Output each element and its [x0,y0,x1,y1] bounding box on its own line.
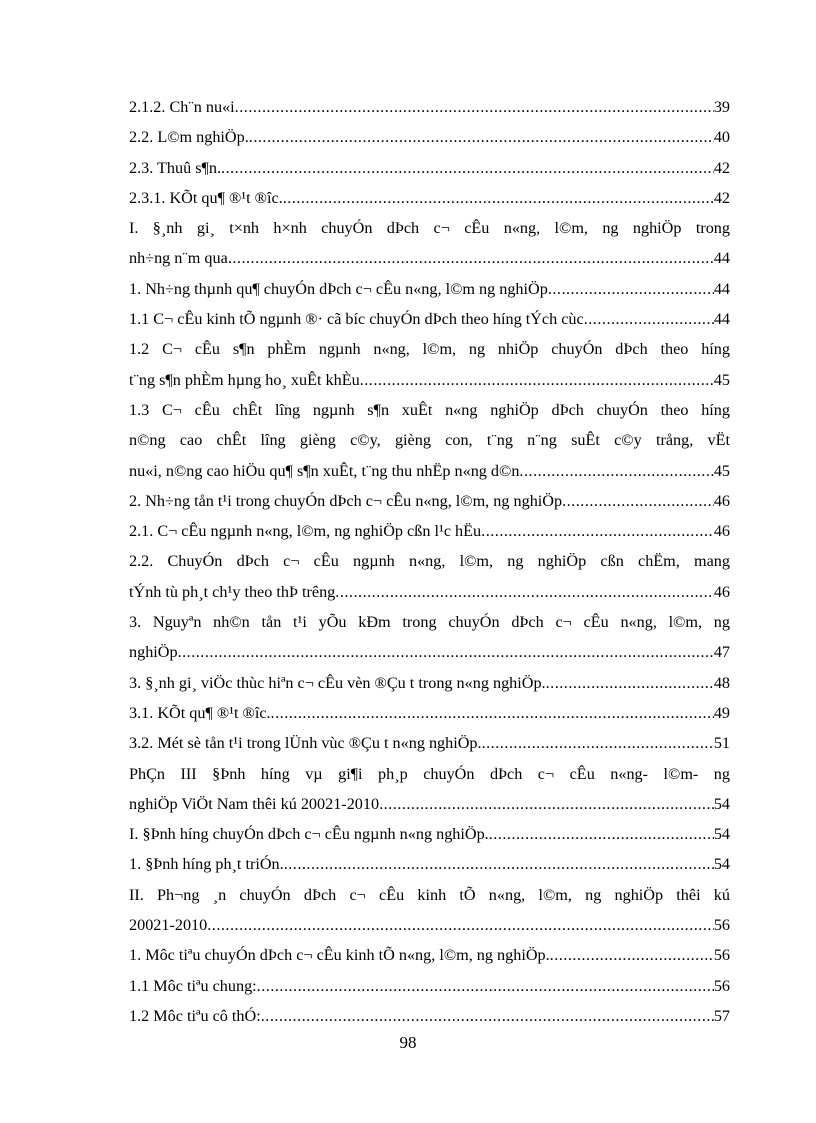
toc-entry [129,213,730,274]
toc-entry-text: nu«i, n©ng cao hiÖu qu¶ s¶n xuÊt, t¨ng thu nhËp n«ng d©n [129,461,520,480]
toc-page-number: 51 [713,734,730,753]
toc-entry [129,849,730,879]
toc-entry [129,819,730,849]
toc-entry-text: I. §Þnh híng chuyÓn dÞch c¬ cÊu ngµnh n«ng nghiÖp. [129,825,489,844]
toc-entry [129,122,730,152]
toc-entry-text: 1.2 C¬ cÊu s¶n phÈm ngµnh n«ng, l©m, ng nhiÖp chuyÓn dÞch theo híng [129,340,730,359]
toc-page-number: 44 [713,310,730,329]
toc-entry-text: t¨ng s¶n phÈm hµng ho¸ xuÊt khÈu [129,370,360,389]
toc-entry-text: 1. §Þnh híng ph¸t triÓn. [129,855,284,874]
toc-page-number: 40 [713,128,730,147]
dot-leader [284,849,714,879]
toc-entry-text: 1. Môc tiªu chuyÓn dÞch c¬ cÊu kinh tÕ n«ng, l©m, ng nghiÖp. [129,946,550,965]
dot-leader [235,92,714,122]
toc-entry-text: 2.1. C¬ cÊu ngµnh n«ng, l©m, ng nghiÖp cßn l¹c hËu [129,522,482,541]
dot-leader [249,122,714,152]
toc-entry-text: 2.3.1. KÕt qu¶ ®¹t ®îc. [129,188,283,207]
dot-leader [562,486,714,516]
toc-page-number: 42 [713,188,730,207]
toc-entry [129,274,730,304]
toc-entry [129,971,730,1001]
toc-entry-text: 2.2. ChuyÓn dÞch c¬ cÊu ngµnh n«ng, l©m, ng nghiÖp cßn chËm, mang [129,552,730,571]
dot-leader [548,274,714,304]
toc-entry-text: 2.3. Thuû s¶n. [129,158,222,177]
toc-page-number: 56 [713,946,730,965]
dot-leader [228,243,714,273]
toc-page-number: 47 [713,643,730,662]
dot-leader [519,456,713,486]
dot-leader [550,940,714,970]
toc-entry-text: 2. Nh÷ng tån t¹i trong chuyÓn dÞch c¬ cÊu n«ng, l©m, ng nghiÖp [129,491,563,510]
toc-page-number: 46 [713,522,730,541]
toc-entry [129,668,730,698]
dot-leader [271,698,714,728]
toc-page-number: 57 [713,1006,730,1025]
toc-page-number: 44 [713,279,730,298]
toc-entry-text: I. §¸nh gi¸ t×nh h×nh chuyÓn dÞch c¬ cÊu n«ng, l©m, ng nghiÖp trong [129,219,730,238]
dot-leader [584,304,714,334]
dot-leader [257,971,714,1001]
page-number: 98 [399,1033,417,1052]
toc-entry-text: nghiÖp ViÖt Nam thêi kú 20021-2010 [129,794,380,813]
toc-entry [129,759,730,820]
toc-entry-text: 3.2. Mét sè tån t¹i trong lÜnh vùc ®Çu t n«ng nghiÖp. [129,734,482,753]
toc-entry-text: 3. §¸nh gi¸ viÖc thùc hiªn c¬ cÊu vèn ®Çu t trong n«ng nghiÖp. [129,673,546,692]
toc-entry-text: nh÷ng n¨m qua [129,249,228,268]
toc-entry-text: 1.2 Môc tiªu cô thÓ: [129,1006,261,1025]
dot-leader [178,637,714,667]
toc-entry [129,153,730,183]
toc-page-number: 56 [713,976,730,995]
dot-leader [207,910,714,940]
toc-entry-text: n©ng cao chÊt lîng gièng c©y, gièng con, t¨ng n¨ng suÊt c©y trång, vËt [129,431,730,450]
toc-entry-text: 2.1.2. Ch¨n nu«i [129,98,235,116]
toc-page-number: 54 [713,855,730,874]
toc-page-number: 49 [713,703,730,722]
toc-entry-text: 20021-2010 [129,916,208,935]
dot-leader [482,728,714,758]
toc-entry [129,1001,730,1031]
toc-entry-text: tÝnh tù ph¸t ch¹y theo thÞ trêng [129,582,336,601]
toc-entry [129,304,730,334]
toc-entry [129,607,730,668]
toc-page-number: 46 [713,582,730,601]
toc-page-number: 54 [713,825,730,844]
toc-entry-text: II. Ph¬ng ¸n chuyÓn dÞch c¬ cÊu kinh tÕ n«ng, l©m, ng nghiÖp thêi kú [129,885,730,904]
toc-entry [129,940,730,970]
dot-leader [261,1001,714,1031]
toc-entry [129,395,730,486]
toc-page-number: 54 [713,794,730,813]
toc-entry-text: 1.1 C¬ cÊu kinh tÕ ngµnh ®· cã bíc chuyÓn dÞch theo híng tÝch cùc [129,310,584,329]
toc-entry [129,183,730,213]
toc-page-number: 44 [713,249,730,268]
toc-entry-text: 2.2. L©m nghiÖp. [129,128,249,147]
dot-leader [481,516,714,546]
toc-page-number: 48 [713,673,730,692]
toc-entry-text: 1.3 C¬ cÊu chÊt lîng ngµnh s¶n xuÊt n«ng nghiÖp dÞch chuyÓn theo híng [129,400,730,419]
toc-entry-text: PhÇn III §Þnh híng vµ gi¶i ph¸p chuyÓn dÞch c¬ cÊu n«ng- l©m- ng [129,764,730,783]
dot-leader [546,668,714,698]
dot-leader [283,183,714,213]
toc-entry [129,516,730,546]
toc-page-number: 39 [713,98,730,116]
toc-entry [129,546,730,607]
dot-leader [489,819,714,849]
dot-leader [379,789,714,819]
dot-leader [335,577,714,607]
toc-page-number: 45 [713,461,730,480]
toc-page-number: 56 [713,916,730,935]
toc-page-number: 42 [713,158,730,177]
toc-page-number: 46 [713,491,730,510]
toc-entry [129,334,730,395]
dot-leader [360,365,714,395]
toc-entry [129,486,730,516]
toc-entry-text: 1.1 Môc tiªu chung: [129,976,257,995]
toc-entry [129,880,730,941]
table-of-contents [129,92,730,1031]
toc-entry-text: 3.1. KÕt qu¶ ®¹t ®îc. [129,703,271,722]
dot-leader [221,153,714,183]
toc-page-number: 45 [713,370,730,389]
toc-entry [129,698,730,728]
toc-entry-text: 3. Nguyªn nh©n tån t¹i yÕu kÐm trong chuyÓn dÞch c¬ cÊu n«ng, l©m, ng [129,613,730,632]
toc-entry-text: nghiÖp [129,643,178,662]
toc-entry-text: 1. Nh÷ng thµnh qu¶ chuyÓn dÞch c¬ cÊu n«ng, l©m ng nghiÖp [129,279,548,298]
toc-entry [129,92,730,122]
toc-entry [129,728,730,758]
